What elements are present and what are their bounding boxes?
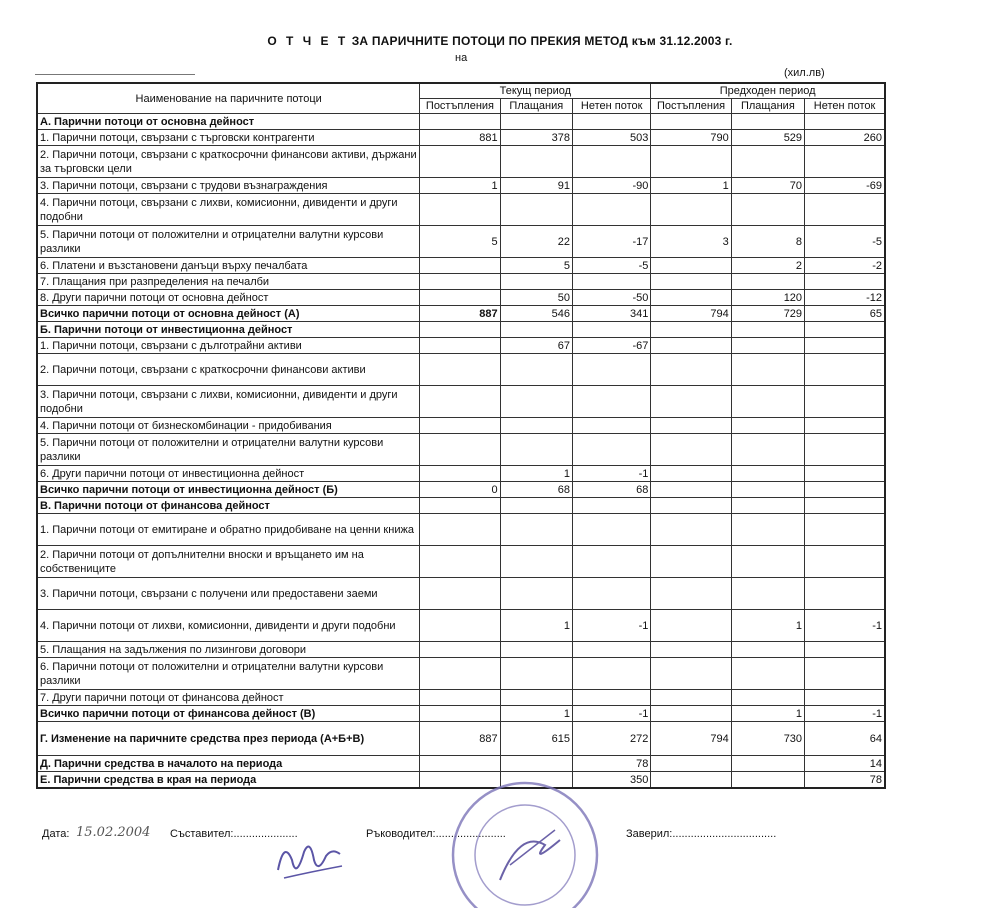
- value-cell: [805, 386, 885, 418]
- subcolumn-header: Постъпления: [651, 99, 731, 114]
- value-cell: [651, 194, 731, 226]
- value-cell: [805, 546, 885, 578]
- value-cell: [500, 146, 572, 178]
- value-cell: [500, 498, 572, 514]
- value-cell: [651, 772, 731, 789]
- value-cell: [651, 658, 731, 690]
- value-cell: [500, 114, 572, 130]
- value-cell: [731, 418, 804, 434]
- value-cell: 260: [805, 130, 885, 146]
- value-cell: [651, 274, 731, 290]
- value-cell: [420, 290, 500, 306]
- row-label: Д. Парични средства в началото на периода: [37, 756, 420, 772]
- value-cell: [420, 338, 500, 354]
- value-cell: 887: [420, 722, 500, 756]
- section-row: [37, 114, 885, 130]
- value-cell: -1: [572, 466, 650, 482]
- value-cell: [651, 706, 731, 722]
- value-cell: [651, 354, 731, 386]
- value-cell: [572, 194, 650, 226]
- report-subtitle: на: [455, 52, 468, 64]
- value-cell: [420, 354, 500, 386]
- value-cell: [805, 146, 885, 178]
- value-cell: [500, 434, 572, 466]
- value-cell: 1: [731, 706, 804, 722]
- value-cell: [420, 514, 500, 546]
- value-cell: 729: [731, 306, 804, 322]
- value-cell: [731, 466, 804, 482]
- name-column-header: Наименование на паричните потоци: [37, 83, 420, 114]
- report-title-rest: ЗА ПАРИЧНИТЕ ПОТОЦИ ПО ПРЕКИЯ МЕТОД към 31.12.2003 г.: [351, 34, 733, 48]
- table-body: [37, 114, 885, 789]
- value-cell: [572, 658, 650, 690]
- value-cell: [651, 290, 731, 306]
- value-cell: [651, 386, 731, 418]
- value-cell: 794: [651, 306, 731, 322]
- value-cell: [651, 546, 731, 578]
- value-cell: [731, 498, 804, 514]
- subcolumn-header: Постъпления: [420, 99, 500, 114]
- row-label: 5. Парични потоци от положителни и отрицателни валутни курсови разлики: [37, 434, 420, 466]
- value-cell: 1: [731, 610, 804, 642]
- value-cell: -5: [805, 226, 885, 258]
- value-cell: -90: [572, 178, 650, 194]
- value-cell: [805, 274, 885, 290]
- table-row: [37, 578, 885, 610]
- value-cell: [500, 658, 572, 690]
- value-cell: [572, 690, 650, 706]
- value-cell: [572, 578, 650, 610]
- value-cell: [805, 338, 885, 354]
- value-cell: [420, 146, 500, 178]
- value-cell: -12: [805, 290, 885, 306]
- row-label: 6. Други парични потоци от инвестиционна дейност: [37, 466, 420, 482]
- row-label: 2. Парични потоци от допълнителни вноски и връщането им на собствениците: [37, 546, 420, 578]
- value-cell: -1: [805, 706, 885, 722]
- value-cell: [420, 386, 500, 418]
- total-row: [37, 722, 885, 756]
- table-row: [37, 418, 885, 434]
- value-cell: -5: [572, 258, 650, 274]
- value-cell: -2: [805, 258, 885, 274]
- value-cell: [651, 498, 731, 514]
- value-cell: [731, 146, 804, 178]
- value-cell: [731, 354, 804, 386]
- value-cell: 1: [500, 610, 572, 642]
- value-cell: [420, 194, 500, 226]
- value-cell: 272: [572, 722, 650, 756]
- value-cell: 78: [572, 756, 650, 772]
- row-label: А. Парични потоци от основна дейност: [37, 114, 420, 130]
- value-cell: [572, 498, 650, 514]
- value-cell: 503: [572, 130, 650, 146]
- value-cell: [500, 514, 572, 546]
- value-cell: [572, 434, 650, 466]
- value-cell: [651, 642, 731, 658]
- value-cell: [420, 274, 500, 290]
- value-cell: [651, 610, 731, 642]
- value-cell: [420, 642, 500, 658]
- value-cell: 68: [500, 482, 572, 498]
- table-row: [37, 466, 885, 482]
- value-cell: [805, 466, 885, 482]
- value-cell: [805, 322, 885, 338]
- value-cell: [805, 642, 885, 658]
- value-cell: 615: [500, 722, 572, 756]
- value-cell: [420, 322, 500, 338]
- value-cell: [731, 338, 804, 354]
- value-cell: [572, 642, 650, 658]
- value-cell: [731, 546, 804, 578]
- value-cell: 65: [805, 306, 885, 322]
- value-cell: [805, 194, 885, 226]
- table-row: [37, 610, 885, 642]
- value-cell: 341: [572, 306, 650, 322]
- value-cell: [731, 772, 804, 789]
- value-cell: 50: [500, 290, 572, 306]
- value-cell: 70: [731, 178, 804, 194]
- row-label: 3. Парични потоци, свързани с трудови възнаграждения: [37, 178, 420, 194]
- row-label: Всичко парични потоци от финансова дейност (В): [37, 706, 420, 722]
- value-cell: [731, 114, 804, 130]
- value-cell: [731, 274, 804, 290]
- value-cell: [731, 514, 804, 546]
- value-cell: [572, 146, 650, 178]
- header-rule: [35, 74, 195, 75]
- value-cell: [805, 498, 885, 514]
- value-cell: -69: [805, 178, 885, 194]
- value-cell: [500, 274, 572, 290]
- table-row: [37, 338, 885, 354]
- value-cell: [420, 466, 500, 482]
- value-cell: [420, 690, 500, 706]
- value-cell: 1: [500, 706, 572, 722]
- value-cell: [731, 658, 804, 690]
- table-row: [37, 226, 885, 258]
- value-cell: [651, 434, 731, 466]
- value-cell: [805, 354, 885, 386]
- value-cell: [651, 690, 731, 706]
- row-label: 7. Други парични потоци от финансова дейност: [37, 690, 420, 706]
- value-cell: [500, 578, 572, 610]
- value-cell: [651, 514, 731, 546]
- value-cell: [651, 146, 731, 178]
- table-row: [37, 290, 885, 306]
- value-cell: [420, 610, 500, 642]
- value-cell: [651, 338, 731, 354]
- value-cell: [500, 546, 572, 578]
- table-row: [37, 434, 885, 466]
- value-cell: 1: [500, 466, 572, 482]
- table-row: [37, 146, 885, 178]
- value-cell: [731, 194, 804, 226]
- section-row: [37, 322, 885, 338]
- value-cell: -17: [572, 226, 650, 258]
- report-title: [0, 34, 1000, 48]
- value-cell: 0: [420, 482, 500, 498]
- value-cell: [420, 434, 500, 466]
- row-label: 3. Парични потоци, свързани с лихви, комисионни, дивиденти и други подобни: [37, 386, 420, 418]
- total-row: [37, 482, 885, 498]
- value-cell: [805, 418, 885, 434]
- value-cell: -67: [572, 338, 650, 354]
- table-row: [37, 274, 885, 290]
- cash-flow-table: [36, 82, 886, 789]
- row-label: 6. Парични потоци от положителни и отрицателни валутни курсови разлики: [37, 658, 420, 690]
- table-row: [37, 546, 885, 578]
- value-cell: 794: [651, 722, 731, 756]
- row-label: 4. Парични потоци от бизнескомбинации - придобивания: [37, 418, 420, 434]
- table-row: [37, 658, 885, 690]
- certifier-label: Заверил:..................................: [626, 828, 777, 840]
- value-cell: 78: [805, 772, 885, 789]
- value-cell: [500, 642, 572, 658]
- value-cell: 5: [500, 258, 572, 274]
- value-cell: -1: [805, 610, 885, 642]
- row-label: 4. Парични потоци от лихви, комисионни, дивиденти и други подобни: [37, 610, 420, 642]
- value-cell: -50: [572, 290, 650, 306]
- value-cell: [651, 258, 731, 274]
- value-cell: [572, 546, 650, 578]
- value-cell: 1: [420, 178, 500, 194]
- value-cell: 8: [731, 226, 804, 258]
- current-period-header: Текущ период: [420, 83, 651, 99]
- value-cell: [420, 706, 500, 722]
- value-cell: [731, 434, 804, 466]
- value-cell: [651, 322, 731, 338]
- value-cell: 120: [731, 290, 804, 306]
- value-cell: 2: [731, 258, 804, 274]
- row-label: В. Парични потоци от финансова дейност: [37, 498, 420, 514]
- value-cell: 22: [500, 226, 572, 258]
- row-label: 1. Парични потоци, свързани с дълготрайни активи: [37, 338, 420, 354]
- value-cell: [805, 690, 885, 706]
- value-cell: [651, 482, 731, 498]
- row-label: 8. Други парични потоци от основна дейност: [37, 290, 420, 306]
- row-label: 4. Парични потоци, свързани с лихви, комисионни, дивиденти и други подобни: [37, 194, 420, 226]
- report-title-spaced: О Т Ч Е Т: [267, 34, 349, 48]
- value-cell: [731, 690, 804, 706]
- value-cell: [500, 690, 572, 706]
- total-row: [37, 706, 885, 722]
- signature-icon: [270, 830, 350, 890]
- value-cell: [651, 578, 731, 610]
- date-label: Дата:: [42, 828, 70, 840]
- value-cell: [420, 578, 500, 610]
- subcolumn-header: Нетен поток: [572, 99, 650, 114]
- value-cell: -1: [572, 610, 650, 642]
- value-cell: 887: [420, 306, 500, 322]
- value-cell: [651, 466, 731, 482]
- total-row: [37, 306, 885, 322]
- value-cell: [572, 418, 650, 434]
- table-row: [37, 690, 885, 706]
- value-cell: [420, 114, 500, 130]
- value-cell: [420, 498, 500, 514]
- table-row: [37, 178, 885, 194]
- row-label: 2. Парични потоци, свързани с краткосрочни финансови активи: [37, 354, 420, 386]
- value-cell: [420, 658, 500, 690]
- value-cell: 350: [572, 772, 650, 789]
- row-label: 7. Плащания при разпределения на печалби: [37, 274, 420, 290]
- table-row: [37, 386, 885, 418]
- subcolumn-header: Плащания: [731, 99, 804, 114]
- value-cell: 3: [651, 226, 731, 258]
- value-cell: 5: [420, 226, 500, 258]
- value-cell: [500, 194, 572, 226]
- value-cell: 67: [500, 338, 572, 354]
- row-label: 1. Парични потоци от емитиране и обратно придобиване на ценни книжа: [37, 514, 420, 546]
- value-cell: [731, 386, 804, 418]
- previous-period-header: Предходен период: [651, 83, 885, 99]
- value-cell: [805, 114, 885, 130]
- value-cell: [572, 322, 650, 338]
- value-cell: [572, 386, 650, 418]
- value-cell: [651, 756, 731, 772]
- value-cell: -1: [572, 706, 650, 722]
- subcolumn-header: Нетен поток: [805, 99, 885, 114]
- value-cell: 64: [805, 722, 885, 756]
- value-cell: 14: [805, 756, 885, 772]
- value-cell: [572, 114, 650, 130]
- units-label: (хил.лв): [784, 67, 825, 79]
- value-cell: 1: [651, 178, 731, 194]
- value-cell: [731, 642, 804, 658]
- handwritten-date: 15.02.2004: [76, 825, 151, 840]
- value-cell: [805, 578, 885, 610]
- table-row: [37, 258, 885, 274]
- table-row: [37, 194, 885, 226]
- value-cell: [651, 418, 731, 434]
- row-label: 5. Плащания на задължения по лизингови договори: [37, 642, 420, 658]
- value-cell: [420, 418, 500, 434]
- row-label: Б. Парични потоци от инвестиционна дейност: [37, 322, 420, 338]
- compiler-label: Съставител:.....................: [170, 828, 298, 840]
- row-label: Е. Парични средства в края на периода: [37, 772, 420, 789]
- value-cell: [805, 514, 885, 546]
- value-cell: [500, 322, 572, 338]
- value-cell: 790: [651, 130, 731, 146]
- table-row: [37, 514, 885, 546]
- manager-label: Ръководител:.......................: [366, 828, 506, 840]
- row-label: 1. Парични потоци, свързани с търговски контрагенти: [37, 130, 420, 146]
- value-cell: [572, 514, 650, 546]
- row-label: Всичко парични потоци от инвестиционна дейност (Б): [37, 482, 420, 498]
- value-cell: 730: [731, 722, 804, 756]
- table-row: [37, 354, 885, 386]
- section-row: [37, 498, 885, 514]
- value-cell: [805, 434, 885, 466]
- value-cell: [805, 482, 885, 498]
- row-label: 6. Платени и възстановени данъци върху печалбата: [37, 258, 420, 274]
- value-cell: [805, 658, 885, 690]
- value-cell: 68: [572, 482, 650, 498]
- table-row: [37, 130, 885, 146]
- value-cell: [420, 546, 500, 578]
- row-label: 5. Парични потоци от положителни и отрицателни валутни курсови разлики: [37, 226, 420, 258]
- round-stamp-icon: [440, 770, 610, 908]
- value-cell: [731, 578, 804, 610]
- value-cell: [500, 386, 572, 418]
- value-cell: 881: [420, 130, 500, 146]
- row-label: 2. Парични потоци, свързани с краткосрочни финансови активи, държани за търговски цели: [37, 146, 420, 178]
- table-row: [37, 642, 885, 658]
- value-cell: 378: [500, 130, 572, 146]
- value-cell: [731, 482, 804, 498]
- value-cell: 529: [731, 130, 804, 146]
- value-cell: [500, 354, 572, 386]
- value-cell: [572, 354, 650, 386]
- value-cell: [420, 258, 500, 274]
- subcolumn-header: Плащания: [500, 99, 572, 114]
- row-label: Г. Изменение на паричните средства през периода (А+Б+В): [37, 722, 420, 756]
- value-cell: 546: [500, 306, 572, 322]
- value-cell: 91: [500, 178, 572, 194]
- row-label: 3. Парични потоци, свързани с получени или предоставени заеми: [37, 578, 420, 610]
- value-cell: [500, 418, 572, 434]
- value-cell: [731, 756, 804, 772]
- value-cell: [572, 274, 650, 290]
- row-label: Всичко парични потоци от основна дейност (А): [37, 306, 420, 322]
- value-cell: [651, 114, 731, 130]
- value-cell: [731, 322, 804, 338]
